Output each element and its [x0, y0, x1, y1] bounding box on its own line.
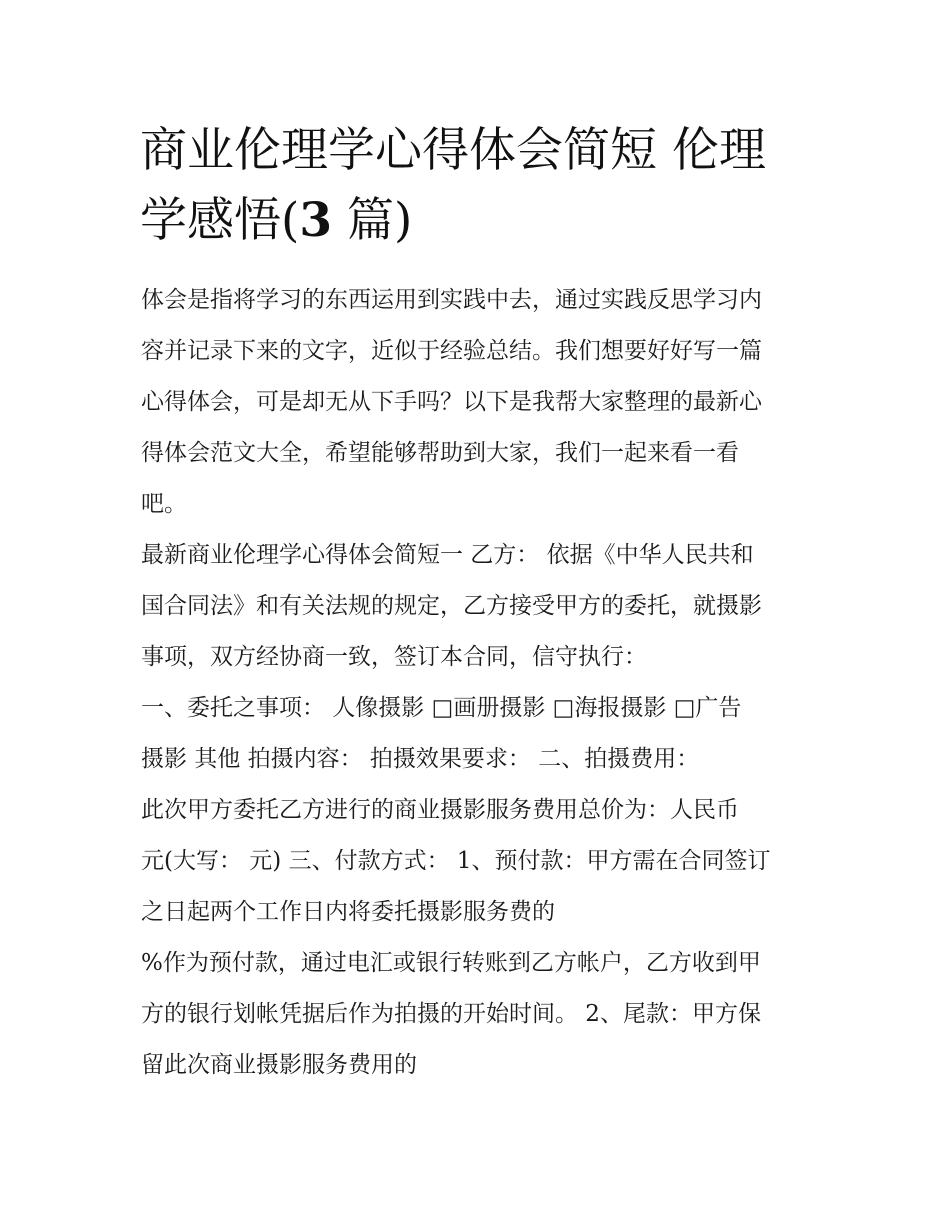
- text-line: 元(大写： 元) 三、付款方式： 1、预付款：甲方需在合同签订: [141, 848, 771, 874]
- text-line: 留此次商业摄影服务费用的: [141, 1052, 417, 1078]
- text-line: 吧。: [141, 491, 187, 517]
- title-text: 学感悟(: [140, 193, 300, 248]
- intro-paragraph: [141, 275, 821, 530]
- text-line: 事项，双方经协商一致，签订本合同，信守执行：: [141, 644, 647, 670]
- title-count: 3: [299, 193, 333, 248]
- text-line: 国合同法》和有关法规的规定，乙方接受甲方的委托，就摄影: [141, 593, 762, 619]
- commission-items-paragraph: [141, 683, 821, 785]
- text-line: 最新商业伦理学心得体会简短一 乙方： 依据《中华人民共和: [141, 542, 754, 568]
- text-line: 容并记录下来的文字，近似于经验总结。我们想要好好写一篇: [141, 338, 762, 364]
- text-line: 心得体会，可是却无从下手吗？以下是我帮大家整理的最新心: [141, 389, 762, 415]
- text-line: 摄影 其他 拍摄内容： 拍摄效果要求： 二、拍摄费用：: [141, 746, 700, 772]
- fee-paragraph: [141, 785, 821, 938]
- title-text: 篇): [332, 193, 413, 248]
- document-title: [140, 116, 820, 256]
- contract-preamble-paragraph: [141, 530, 821, 683]
- text-line: 此次甲方委托乙方进行的商业摄影服务费用总价为：人民币: [141, 797, 739, 823]
- payment-paragraph: [141, 938, 821, 1091]
- text-line: 体会是指将学习的东西运用到实践中去，通过实践反思学习内: [141, 287, 762, 313]
- title-line: 商业伦理学心得体会简短 伦理: [140, 123, 766, 178]
- text-line: 得体会范文大全，希望能够帮助到大家，我们一起来看一看: [141, 440, 739, 466]
- text-line: 之日起两个工作日内将委托摄影服务费的: [141, 899, 555, 925]
- text-line: 方的银行划帐凭据后作为拍摄的开始时间。 2、尾款：甲方保: [141, 1001, 761, 1027]
- text-line: 一、委托之事项： 人像摄影 □画册摄影 □海报摄影 □广告: [141, 695, 742, 721]
- title-line: [140, 186, 820, 256]
- text-line: %作为预付款，通过电汇或银行转账到乙方帐户，乙方收到甲: [141, 950, 761, 976]
